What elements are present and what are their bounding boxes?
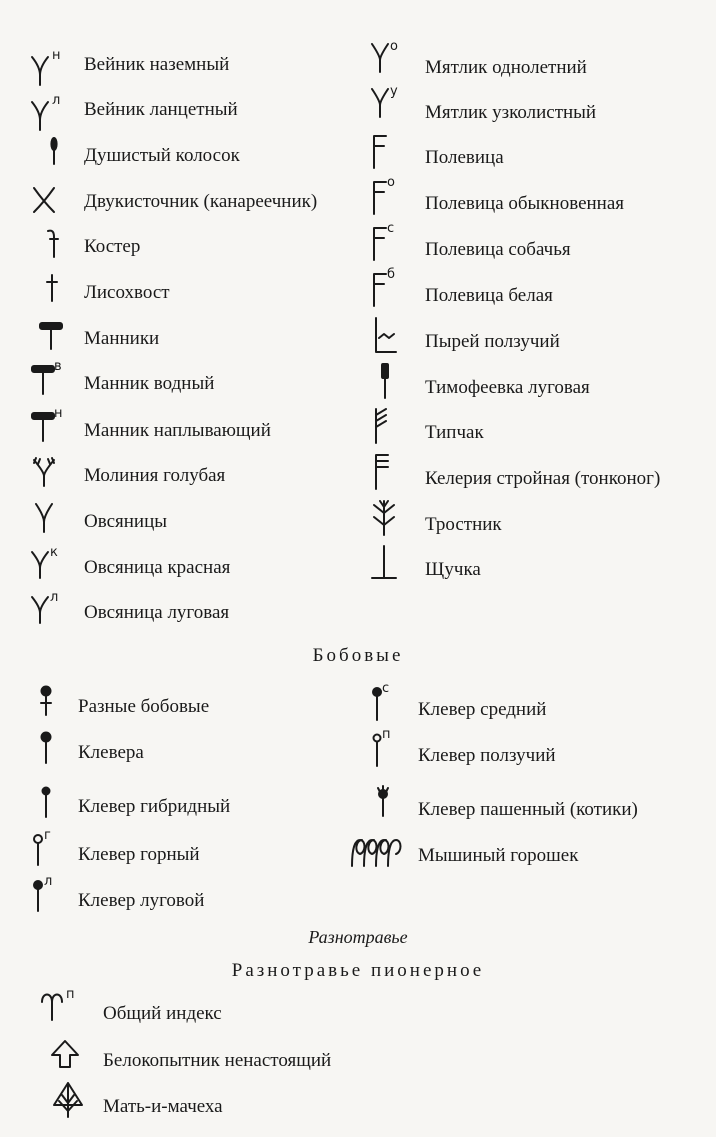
list-item-label: Вейник ланцетный xyxy=(84,99,238,120)
l-wave-icon xyxy=(370,332,420,372)
list-item-label: Душистый колосок xyxy=(84,145,240,166)
list-item-label: Вейник наземный xyxy=(84,54,230,75)
list-item-label: Мышиный горошек xyxy=(418,845,579,866)
list-item-label: Клевера xyxy=(78,742,144,763)
list-item-label: Манник наплывающий xyxy=(84,420,271,441)
section-heading-legumes: Бобовые xyxy=(312,645,404,666)
horns-icon: п xyxy=(40,1004,90,1044)
t-bar-icon: н xyxy=(30,421,80,461)
list-item-label: Тимофеевка луговая xyxy=(425,377,590,398)
list-item-label: Двукисточник (канареечник) xyxy=(84,191,318,212)
tufted-pin-icon xyxy=(370,800,420,840)
list-item-label: Клевер пашенный (котики) xyxy=(418,799,638,820)
list-item-label: Тростник xyxy=(425,514,502,535)
list-item-label: Келерия стройная (тонконог) xyxy=(425,468,661,489)
list-item-label: Манник водный xyxy=(84,373,215,394)
list-item-label: Клевер луговой xyxy=(78,890,205,911)
loops-icon xyxy=(350,846,400,886)
hook-icon xyxy=(30,237,80,277)
list-item-label: Овсяница красная xyxy=(84,557,231,578)
feather-icon xyxy=(370,423,420,463)
inverted-t-icon xyxy=(370,560,420,600)
y-fork-icon: о xyxy=(370,58,420,98)
y-fork-icon: к xyxy=(30,558,80,598)
block-stem-icon xyxy=(370,378,420,418)
list-item-label: Полевица собачья xyxy=(425,239,571,260)
list-item-label: Разные бобовые xyxy=(78,696,210,717)
pin-icon xyxy=(30,797,80,837)
y-fork-icon: л xyxy=(30,603,80,643)
list-item-label: Полевица xyxy=(425,147,504,168)
list-item-label: Мятлик узколистный xyxy=(425,102,597,123)
list-item-label: Мать-и-мачеха xyxy=(103,1096,223,1117)
y-fork-icon: н xyxy=(30,55,80,95)
list-item-label: Общий индекс xyxy=(103,1003,222,1024)
list-item-label: Костер xyxy=(84,236,141,257)
x-brush-icon xyxy=(30,192,80,232)
list-item-label: Пырей ползучий xyxy=(425,331,560,352)
y-fork-icon: л xyxy=(30,100,80,140)
subheading-forbs-pioneer: Разнотравье пионерное xyxy=(231,960,485,981)
list-item-label: Полевица обыкновенная xyxy=(425,193,625,214)
list-item-label: Мятлик однолетний xyxy=(425,57,587,78)
flag-f-icon: о xyxy=(370,194,420,234)
open-pin-icon: п xyxy=(370,746,420,786)
pin-icon: л xyxy=(30,891,80,931)
list-item-label: Лисохвост xyxy=(84,282,170,303)
list-item-label: Полевица белая xyxy=(425,285,553,306)
reed-icon xyxy=(370,515,420,555)
section-heading-forbs: Разнотравье xyxy=(308,927,408,947)
list-item-label: Овсяницы xyxy=(84,511,168,532)
pin-cross-icon xyxy=(30,697,80,737)
list-item-label: Щучка xyxy=(425,559,481,580)
list-item-label: Манники xyxy=(84,328,160,349)
t-bar-icon: в xyxy=(30,374,80,414)
flag-f-icon: б xyxy=(370,286,420,326)
comb-icon xyxy=(370,469,420,509)
list-item-label: Молиния голубая xyxy=(84,465,226,486)
list-item-label: Типчак xyxy=(425,422,484,443)
open-pin-icon: г xyxy=(30,845,80,885)
veined-leaf-icon xyxy=(40,1097,90,1137)
list-item-label: Клевер горный xyxy=(78,844,200,865)
list-item-label: Клевер средний xyxy=(418,699,547,720)
pin-icon xyxy=(30,743,80,783)
spike-icon xyxy=(30,146,80,186)
pin-icon: с xyxy=(370,700,420,740)
arrow-leaf-icon xyxy=(40,1051,90,1091)
cross-stem-icon xyxy=(30,283,80,323)
list-item-label: Овсяница луговая xyxy=(84,602,230,623)
list-item-label: Клевер ползучий xyxy=(418,745,556,766)
flag-f-icon: с xyxy=(370,240,420,280)
tufted-y-icon xyxy=(30,466,80,506)
y-fork-icon: у xyxy=(370,103,420,143)
list-item-label: Белокопытник ненастоящий xyxy=(103,1050,332,1071)
list-item-label: Клевер гибридный xyxy=(78,796,231,817)
